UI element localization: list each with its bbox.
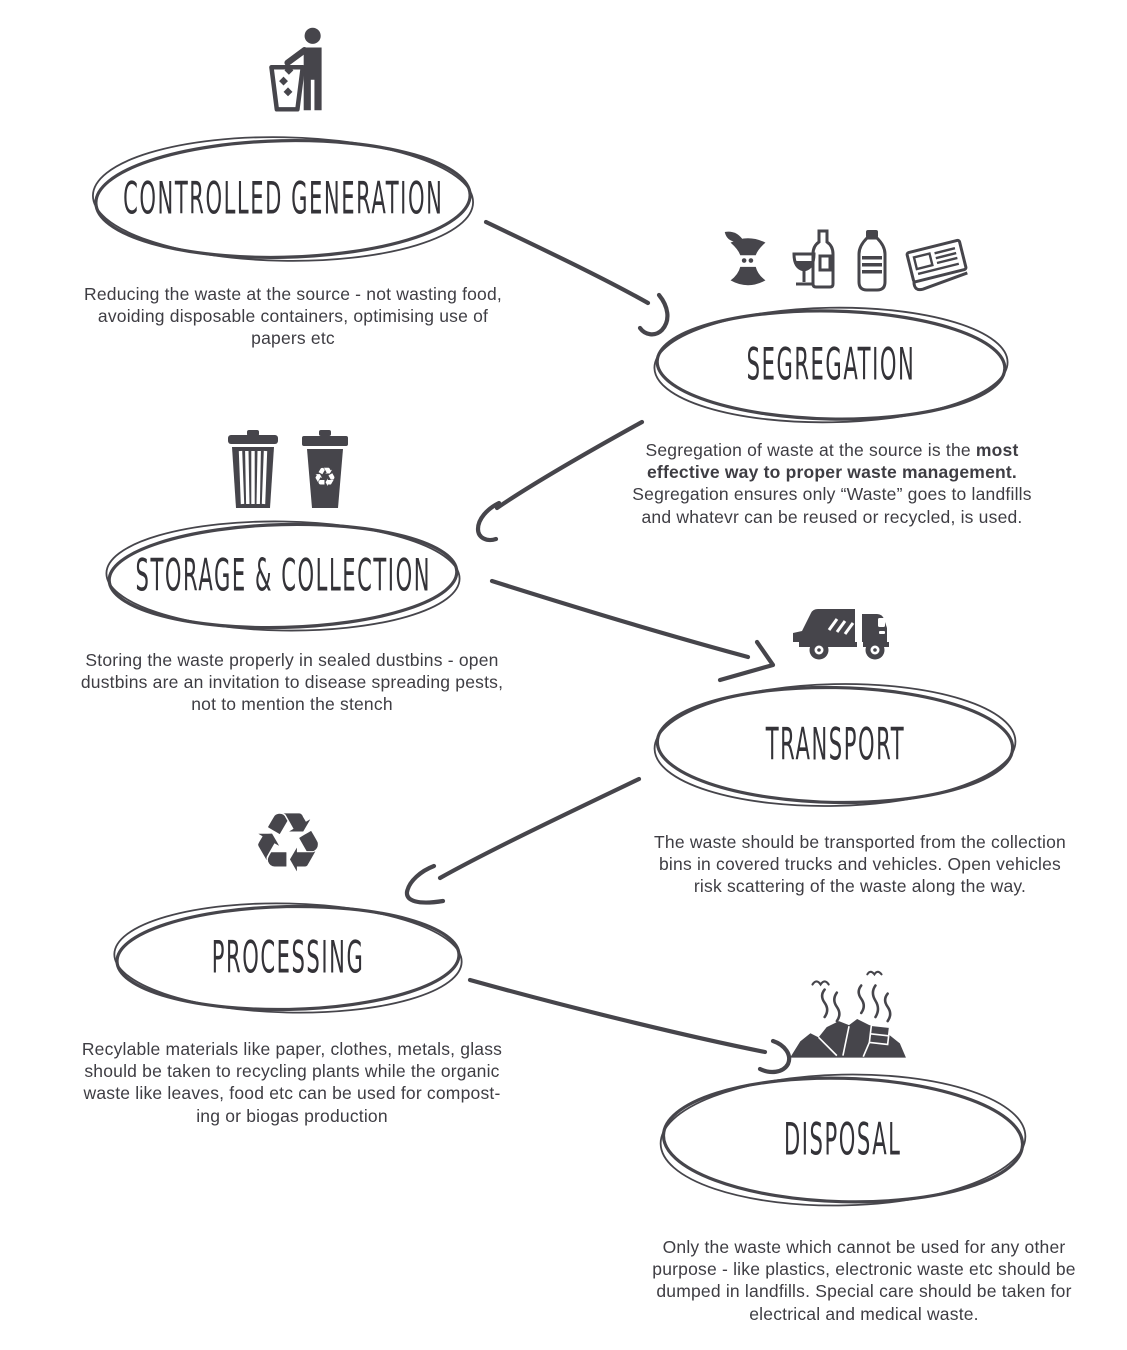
trash-can-icon — [226, 430, 280, 510]
stage-title: CONTROLLED GENERATION — [122, 173, 444, 225]
stage-description: Segregation of waste at the source is the most effective way to proper waste management. Segregation ensures only “Waste” goes to landfills and whatevr can be reused or recycled, is used. — [632, 440, 1032, 527]
stage-description: Reducing the waste at the source - not wasting food, avoiding disposable containers, optimising use of papers etc — [83, 284, 502, 349]
node-segregation — [648, 302, 1014, 428]
stage-description: Storing the waste properly in sealed dustbins - open dustbins are an invitation to disease spreading pests, not to mention the stench — [80, 650, 504, 715]
wine-bottle-glass-icon — [788, 228, 842, 292]
recycle-bin-icon — [300, 430, 350, 510]
litter-disposal-icon — [256, 26, 346, 112]
stage-description: Recylable materials like paper, clothes, metals, glass should be taken to recycling plants while the organic waste like leaves, food etc can be used for compost- ing or biogas production — [81, 1039, 503, 1126]
stage-title: STORAGE & COLLECTION — [135, 550, 431, 602]
arrow-segregation-to-storage — [478, 422, 642, 540]
node-disposal — [654, 1068, 1032, 1212]
garbage-truck-icon — [790, 602, 902, 664]
node-storage-collection — [100, 516, 466, 636]
stage-title: TRANSPORT — [765, 719, 905, 771]
stage-description: Only the waste which cannot be used for any other purpose - like plastics, electronic waste etc should be dumped in landfills. Special care should be taken for electrical and medical waste. — [652, 1237, 1076, 1324]
segregation-icons — [722, 226, 970, 292]
stage-title: SEGREGATION — [746, 339, 916, 391]
storage-icons — [226, 430, 350, 510]
svg-text:♻: ♻ — [313, 463, 337, 493]
recycling-symbol-icon: ♻ — [251, 796, 325, 891]
apple-core-icon — [720, 230, 776, 292]
stage-title: PROCESSING — [211, 932, 365, 984]
arrow-processing-to-disposal — [470, 980, 789, 1072]
node-controlled-generation — [86, 131, 480, 267]
stage-description: The waste should be transported from the collection bins in covered trucks and vehicles. Open vehicles risk scattering of the waste along the way. — [654, 832, 1066, 897]
landfill-smoke-icon — [784, 968, 910, 1064]
node-processing — [108, 898, 468, 1018]
newspaper-icon — [902, 236, 972, 292]
arrow-storage-to-transport — [492, 581, 773, 680]
water-bottle-icon — [854, 228, 890, 292]
arrow-transport-to-processing — [407, 779, 639, 903]
stage-title: DISPOSAL — [784, 1114, 902, 1166]
node-transport — [648, 678, 1022, 812]
